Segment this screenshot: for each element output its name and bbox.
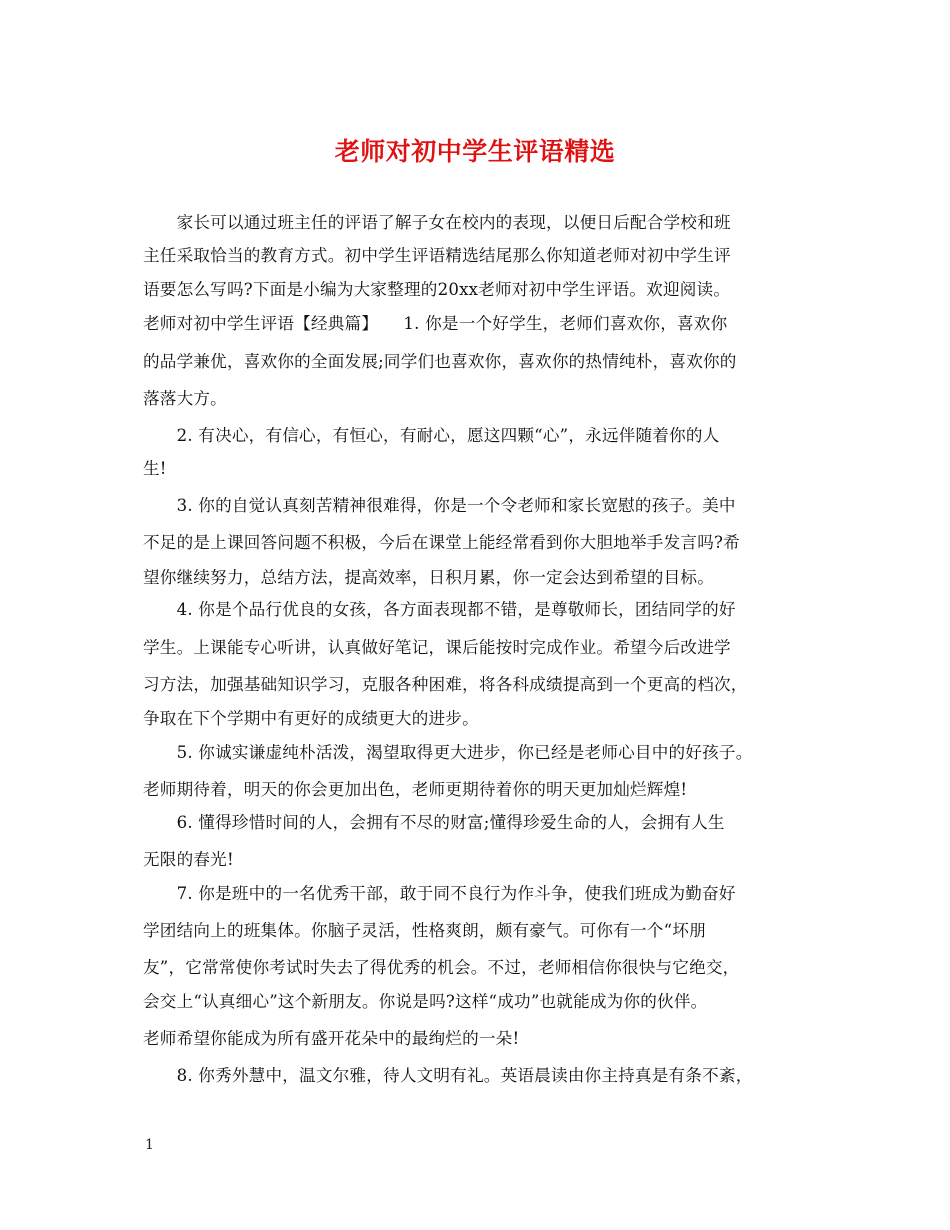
body-line: 落落大方。 bbox=[143, 389, 227, 408]
body-line: 学团结向上的班集体。你脑子灵活，性格爽朗，颇有豪气。可你有一个“坏朋 bbox=[143, 921, 706, 940]
body-line: 不足的是上课回答问题不积极，今后在课堂上能经常看到你大胆地举手发言吗?希 bbox=[143, 533, 740, 552]
body-line: 7. 你是班中的一名优秀干部，敢于同不良行为作斗争，使我们班成为勤奋好 bbox=[143, 884, 736, 903]
page-number: 1 bbox=[145, 1137, 154, 1153]
body-line: 学生。上课能专心听讲，认真做好笔记，课后能按时完成作业。希望今后改进学 bbox=[143, 638, 731, 657]
body-line: 的品学兼优，喜欢你的全面发展;同学们也喜欢你，喜欢你的热情纯朴，喜欢你的 bbox=[143, 352, 737, 371]
body-line: 老师期待着，明天的你会更加出色，老师更期待着你的明天更加灿烂辉煌! bbox=[143, 780, 688, 799]
body-line: 老师对初中学生评语【经典篇】 1. 你是一个好学生，老师们喜欢你，喜欢你 bbox=[143, 314, 728, 333]
body-line: 家长可以通过班主任的评语了解子女在校内的表现，以便日后配合学校和班 bbox=[143, 213, 731, 232]
body-line: 5. 你诚实谦虚纯朴活泼，渴望取得更大进步，你已经是老师心目中的好孩子。 bbox=[143, 743, 753, 762]
body-line: 友”，它常常使你考试时失去了得优秀的机会。不过，老师相信你很快与它绝交， bbox=[143, 958, 740, 977]
document-title: 老师对初中学生评语精选 bbox=[334, 137, 616, 166]
body-line: 8. 你秀外慧中，温文尔雅，待人文明有礼。英语晨读由你主持真是有条不紊， bbox=[143, 1066, 753, 1085]
body-line: 生! bbox=[143, 459, 167, 478]
body-line: 习方法，加强基础知识学习，克服各种困难，将各科成绩提高到一个更高的档次， bbox=[143, 675, 748, 694]
body-line: 会交上“认真细心”这个新朋友。你说是吗?这样“成功”也就能成为你的伙伴。 bbox=[143, 992, 708, 1011]
body-line: 望你继续努力，总结方法，提高效率，日积月累，你一定会达到希望的目标。 bbox=[143, 568, 714, 587]
body-line: 争取在下个学期中有更好的成绩更大的进步。 bbox=[143, 709, 479, 728]
body-line: 语要怎么写吗?下面是小编为大家整理的20xx老师对初中学生评语。欢迎阅读。 bbox=[143, 280, 731, 299]
body-line: 3. 你的自觉认真刻苦精神很难得，你是一个令老师和家长宽慰的孩子。美中 bbox=[143, 496, 736, 515]
body-line: 主任采取恰当的教育方式。初中学生评语精选结尾那么你知道老师对初中学生评 bbox=[143, 246, 731, 265]
body-line: 4. 你是个品行优良的女孩，各方面表现都不错，是尊敬师长，团结同学的好 bbox=[143, 600, 736, 619]
body-line: 老师希望你能成为所有盛开花朵中的最绚烂的一朵! bbox=[143, 1029, 520, 1048]
body-line: 无限的春光! bbox=[143, 850, 234, 869]
body-line: 6. 懂得珍惜时间的人，会拥有不尽的财富;懂得珍爱生命的人，会拥有人生 bbox=[143, 813, 725, 832]
body-line: 2. 有决心，有信心，有恒心，有耐心，愿这四颗“心”，永远伴随着你的人 bbox=[143, 426, 720, 445]
